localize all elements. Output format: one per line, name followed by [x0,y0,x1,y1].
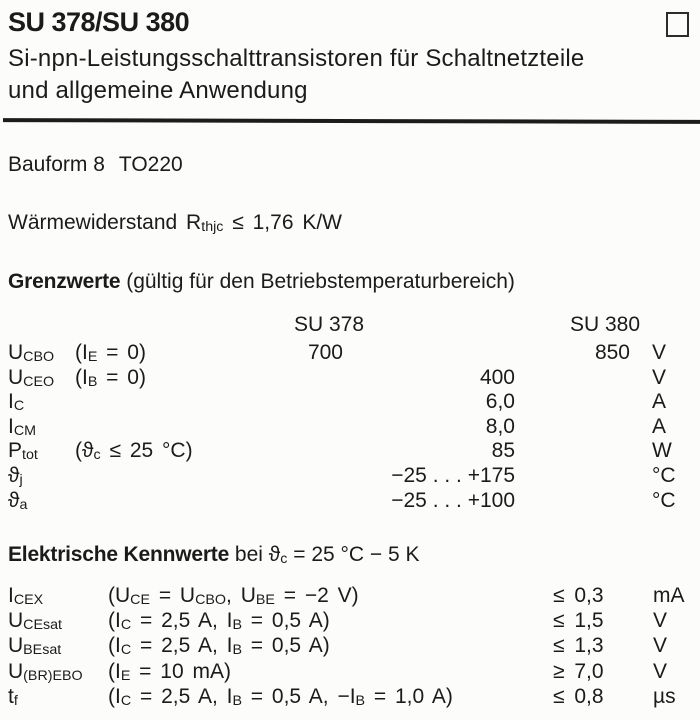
kennwerte-row [8,608,700,633]
thermal-resistance-line: Wärmewiderstand Rthjc ≤ 1,76 K/W [8,211,343,235]
unit-cell: V [652,341,667,364]
symbol-cell: UCEsat [8,609,63,634]
limit-cell: ≤ 0,3 [553,584,604,607]
value-su378: 700 [307,341,343,364]
condition-cell: (IC = 2,5 A, IB = 0,5 A, −IB = 1,0 A) [108,684,453,709]
limit-cell: ≤ 1,5 [553,609,604,633]
kennwerte-row [8,633,700,658]
unit-cell: A [652,390,667,414]
column-header-su378: SU 378 [293,313,364,336]
condition-cell: (ϑc ≤ 25 °C) [75,439,193,464]
grenzwerte-table [8,312,700,513]
checkbox-square-icon [666,12,689,37]
column-header-su380: SU 380 [569,313,640,336]
condition-cell [75,489,195,518]
symbol-cell: ICM [8,414,37,439]
condition-cell: (IE = 10 mA) [108,659,231,684]
unit-cell: V [653,634,668,658]
symbol-cell: Ptot [8,439,38,464]
symbol-cell: ϑa [8,488,28,513]
kennwerte-row [8,684,700,709]
grenzwerte-row [8,439,700,464]
value-shared: −25 . . . +175 [391,463,515,487]
limit-cell: ≥ 7,0 [553,659,604,683]
grenzwerte-row [8,390,700,415]
divider-rule [3,118,700,124]
symbol-cell: tf [8,684,18,709]
condition-cell: (IC = 2,5 A, IB = 0,5 A) [108,609,330,634]
condition-cell: (UCE = UCBO, UBE = −2 V) [108,584,359,608]
symbol-cell: U(BR)EBO [8,659,83,684]
kennwerte-heading-suffix: bei ϑc = 25 °C − 5 K [229,543,420,567]
unit-cell: °C [652,488,676,512]
grenzwerte-column-headers [8,312,700,341]
kennwerte-heading-bold: Elektrische Kennwerte [8,543,230,566]
bauform-line [8,153,183,177]
grenzwerte-row [8,489,700,514]
condition-cell: (IC = 2,5 A, IB = 0,5 A) [108,634,330,659]
unit-cell: mA [653,584,685,607]
value-su378 [195,489,343,518]
bauform-label: Bauform 8 [8,153,105,176]
value-shared: 6,0 [485,390,515,414]
value-su380 [515,489,630,518]
grenzwerte-row [8,415,700,440]
value-shared: 8,0 [485,414,515,438]
kennwerte-row [8,583,700,608]
grenzwerte-row [8,341,700,366]
symbol-cell: UCEO [8,365,55,390]
condition-cell: (IE = 0) [75,341,146,365]
limit-cell: ≤ 1,3 [553,634,604,658]
symbol-cell: IC [8,390,25,415]
value-shared: 400 [479,365,515,389]
symbol-cell: ϑj [8,463,23,488]
unit-cell: V [653,609,668,633]
condition-cell: (IB = 0) [75,365,146,390]
grenzwerte-row [8,366,700,391]
kennwerte-row [8,659,700,684]
unit-cell: V [653,659,668,683]
unit-cell: V [652,365,667,389]
value-su380: 850 [594,341,630,364]
value-shared: −25 . . . +100 [391,488,515,512]
value-shared: 85 [491,439,515,463]
subtitle-line-1: Si-npn-Leistungsschalttransistoren für Schaltnetzteile [8,45,585,72]
unit-cell: µs [653,684,676,708]
subtitle-line-2: und allgemeine Anwendung [8,77,308,104]
limit-cell: ≤ 0,8 [553,684,604,708]
bauform-package: TO220 [118,153,183,176]
symbol-cell: UBEsat [8,634,62,659]
kennwerte-heading [8,543,420,567]
symbol-cell: ICEX [8,584,44,608]
unit-cell: W [652,439,672,463]
symbol-cell: UCBO [8,341,55,365]
grenzwerte-heading-bold: Grenzwerte [8,270,121,293]
grenzwerte-heading [8,270,515,294]
grenzwerte-heading-suffix: (gültig für den Betriebstemperaturbereich) [120,270,515,293]
page-title: SU 378/SU 380 [8,7,190,37]
unit-cell: A [652,414,667,438]
grenzwerte-row [8,464,700,489]
page-subtitle [8,43,700,107]
unit-cell: °C [652,463,676,487]
kennwerte-table [8,583,700,709]
